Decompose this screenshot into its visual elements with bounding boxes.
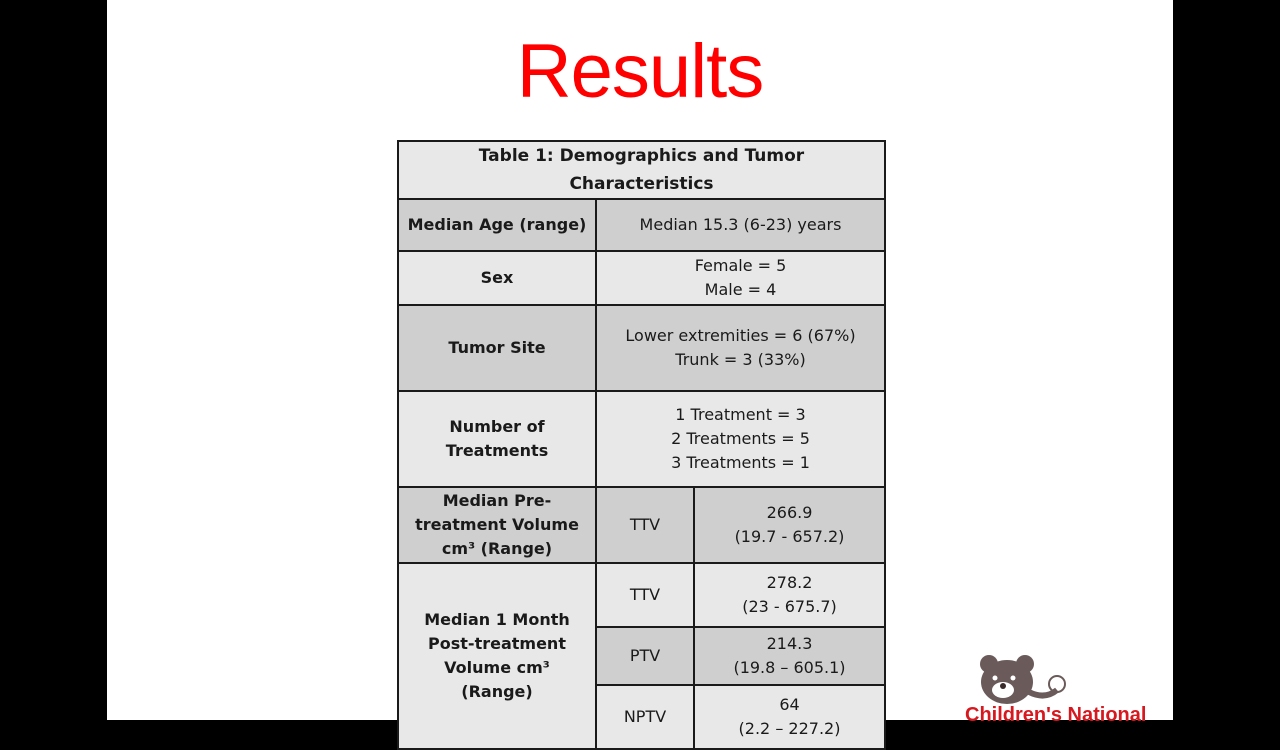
row-label: Median Pre- treatment Volume cm³ (Range) bbox=[398, 487, 596, 563]
table-row-treatments bbox=[398, 391, 885, 487]
sub-label: TTV bbox=[596, 487, 694, 563]
row-value: 64 (2.2 – 227.2) bbox=[694, 685, 885, 749]
row-value: 214.3 (19.8 – 605.1) bbox=[694, 627, 885, 685]
table-row-age bbox=[398, 199, 885, 251]
row-value: Female = 5 Male = 4 bbox=[596, 251, 885, 305]
table-row-tumor-site bbox=[398, 305, 885, 391]
childrens-national-logo bbox=[965, 654, 1147, 726]
table-caption: Table 1: Demographics and Tumor Characteristics bbox=[398, 141, 885, 199]
row-label: Median 1 Month Post-treatment Volume cm³ (Range) bbox=[398, 563, 596, 749]
row-value: 266.9 (19.7 - 657.2) bbox=[694, 487, 885, 563]
bear-icon bbox=[965, 654, 1135, 706]
row-label: Tumor Site bbox=[398, 305, 596, 391]
demographics-table bbox=[397, 140, 886, 750]
table-row-pre-volume bbox=[398, 487, 885, 563]
logo-text: Children's National bbox=[965, 704, 1147, 726]
row-value: Lower extremities = 6 (67%) Trunk = 3 (33%) bbox=[596, 305, 885, 391]
row-value: Median 15.3 (6-23) years bbox=[596, 199, 885, 251]
table-row-post-ttv bbox=[398, 563, 885, 627]
sub-label: PTV bbox=[596, 627, 694, 685]
sub-label: NPTV bbox=[596, 685, 694, 749]
row-value: 278.2 (23 - 675.7) bbox=[694, 563, 885, 627]
table-row-sex bbox=[398, 251, 885, 305]
slide bbox=[107, 0, 1173, 738]
row-label: Number of Treatments bbox=[398, 391, 596, 487]
row-label: Median Age (range) bbox=[398, 199, 596, 251]
sub-label: TTV bbox=[596, 563, 694, 627]
slide-title: Results bbox=[516, 29, 764, 114]
row-value: 1 Treatment = 3 2 Treatments = 5 3 Treatments = 1 bbox=[596, 391, 885, 487]
row-label: Sex bbox=[398, 251, 596, 305]
